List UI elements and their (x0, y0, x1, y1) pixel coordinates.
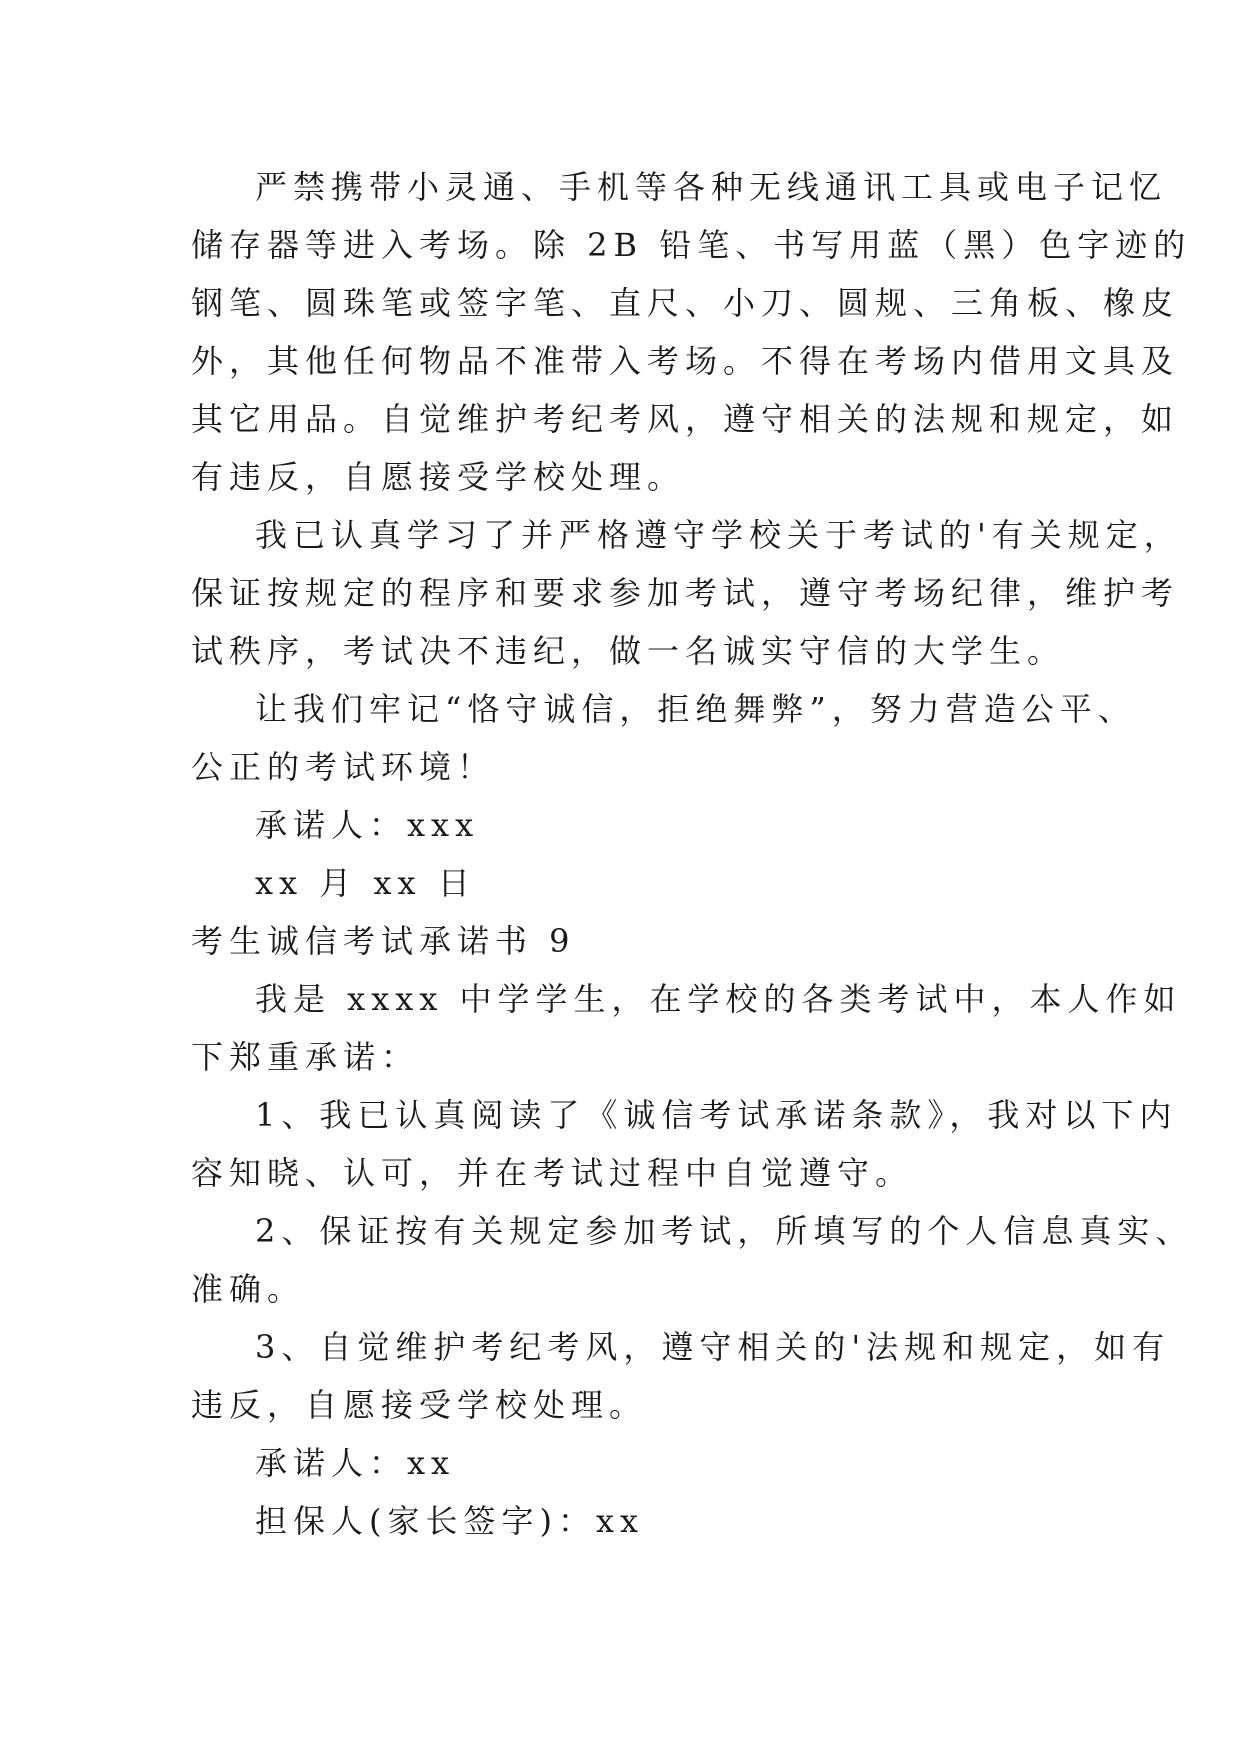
text-line: xx 月 xx 日 (255, 864, 476, 902)
text-line: 其它用品。自觉维护考纪考风，遵守相关的法规和规定，如 (191, 400, 1180, 438)
text-line: 承诺人：xx (255, 1444, 456, 1482)
text-line: 1、我已认真阅读了《诚信考试承诺条款》，我对以下内 (255, 1096, 1178, 1134)
text-line: 考生诚信考试承诺书 9 (191, 922, 576, 960)
text-line: 容知晓、认可，并在考试过程中自觉遵守。 (191, 1154, 914, 1192)
text-line: 下郑重承诺： (191, 1038, 420, 1076)
text-line: 担保人(家长签字)：xx (255, 1502, 645, 1540)
document-body (191, 158, 1194, 1550)
text-line: 钢笔、圆珠笔或签字笔、直尺、小刀、圆规、三角板、橡皮 (191, 284, 1180, 322)
text-line: 保证按规定的程序和要求参加考试，遵守考场纪律，维护考 (191, 574, 1180, 612)
text-line: 2、保证按有关规定参加考试，所填写的个人信息真实、 (255, 1212, 1194, 1250)
text-line: 有违反，自愿接受学校处理。 (191, 458, 686, 496)
text-line: 公正的考试环境！ (191, 748, 496, 786)
text-line: 试秩序，考试决不违纪，做一名诚实守信的大学生。 (191, 632, 1066, 670)
text-line: 严禁携带小灵通、手机等各种无线通讯工具或电子记忆 (255, 168, 1168, 206)
text-line: 准确。 (191, 1270, 306, 1308)
text-line: 我已认真学习了并严格遵守学校关于考试的'有关规定， (255, 516, 1182, 554)
text-line: 让我们牢记“恪守诚信，拒绝舞弊”，努力营造公平、 (255, 690, 1136, 728)
text-line: 储存器等进入考场。除 2B 铅笔、书写用蓝（黑）色字迹的 (191, 226, 1192, 264)
text-line: 外，其他任何物品不准带入考场。不得在考场内借用文具及 (191, 342, 1180, 380)
text-line: 3、自觉维护考纪考风，遵守相关的'法规和规定，如有 (255, 1328, 1171, 1366)
text-line: 承诺人：xxx (255, 806, 480, 844)
text-line: 我是 xxxx 中学学生，在学校的各类考试中，本人作如 (255, 980, 1182, 1018)
text-line: 违反，自愿接受学校处理。 (191, 1386, 648, 1424)
